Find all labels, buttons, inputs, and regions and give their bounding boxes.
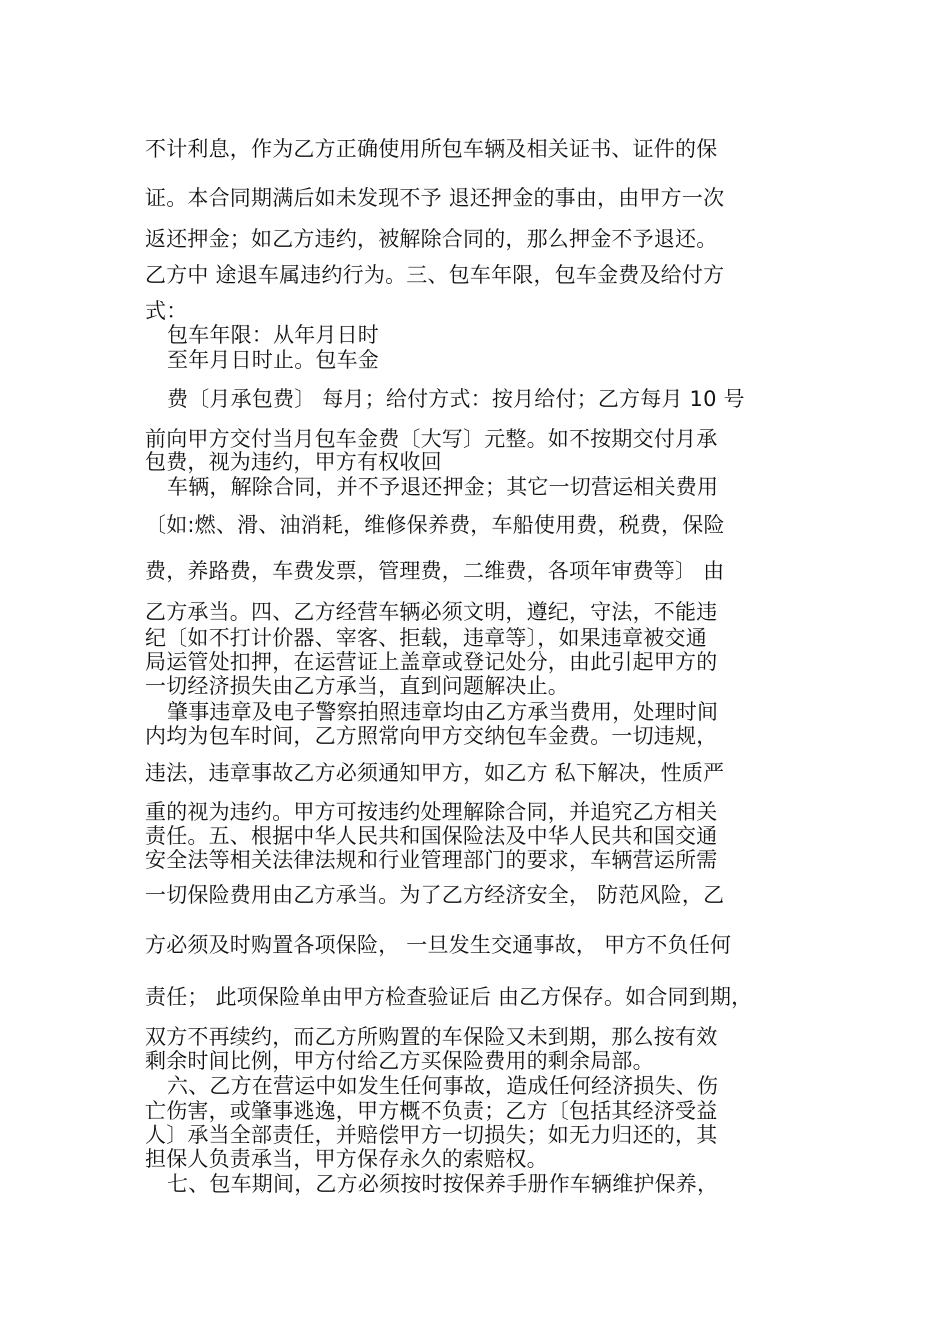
text-line: 车辆，解除合同，并不予退还押金；其它一切营运相关费用 <box>167 475 719 499</box>
text-line: 责任； 此项保险单由甲方检查验证后 由乙方保存。如合同到期， <box>145 985 753 1009</box>
text-line: 乙方承当。四、乙方经营车辆必须文明，遵纪，守法，不能违 <box>145 600 718 624</box>
text-line: 双方不再续约，而乙方所购置的车保险又未到期，那么按有效 <box>145 1025 718 1049</box>
text-line: 返还押金；如乙方违约，被解除合同的，那么押金不予退还。 <box>145 227 718 251</box>
text-line: 重的视为违约。甲方可按违约处理解除合同，并追究乙方相关 <box>145 800 718 824</box>
text-line: 不计利息，作为乙方正确使用所包车辆及相关证书、证件的保 <box>145 137 718 161</box>
text-line: 内均为包车时间，乙方照常向甲方交纳包车金费。一切违规， <box>145 724 718 748</box>
text-line: 亡伤害，或肇事逃逸，甲方概不负责；乙方〔包括其经济受益 <box>145 1099 718 1123</box>
text-line: 前向甲方交付当月包车金费〔大写〕元整。如不按期交付月承 <box>145 427 718 451</box>
text-line: 纪〔如不打计价器、宰客、拒载，违章等〕，如果违章被交通 <box>145 626 707 650</box>
text-line: 六、乙方在营运中如发生任何事故，造成任何经济损失、伤 <box>167 1074 719 1098</box>
text-line: 包费，视为违约，甲方有权收回 <box>145 450 442 474</box>
text-line: 安全法等相关法律法规和行业管理部门的要求，车辆营运所需 <box>145 848 718 872</box>
text-line: 至年月日时止。包车金 <box>167 348 379 372</box>
text-line: 局运管处扣押，在运营证上盖章或登记处分，由此引起甲方的 <box>145 650 718 674</box>
text-line: 费，养路费，车费发票，管理费，二维费，各项年审费等〕 由 <box>145 559 725 583</box>
text-line: 剩余时间比例，甲方付给乙方买保险费用的剩余局部。 <box>145 1049 654 1073</box>
text-line: 七、包车期间，乙方必须按时按保养手册作车辆维护保养， <box>167 1172 719 1196</box>
text-line: 一切经济损失由乙方承当，直到问题解决止。 <box>145 674 569 698</box>
text-line: 责任。五、根据中华人民共和国保险法及中华人民共和国交通 <box>145 824 718 848</box>
text-line: 〔如:燃、滑、油消耗，维修保养费，车船使用费，税费，保险 <box>145 513 725 537</box>
text-line: 费〔月承包费〕 每月；给付方式：按月给付；乙方每月 10 号 <box>167 387 745 411</box>
text-line: 方必须及时购置各项保险， 一旦发生交通事故， 甲方不负任何 <box>145 933 732 957</box>
text-line: 式： <box>145 299 188 323</box>
text-line: 一切保险费用由乙方承当。为了乙方经济安全， 防范风险，乙 <box>145 883 725 907</box>
text-line: 人〕承当全部责任，并赔偿甲方一切损失；如无力归还的，其 <box>145 1123 718 1147</box>
text-line: 违法，违章事故乙方必须通知甲方，如乙方 私下解决，性质严 <box>145 761 725 785</box>
text-line: 担保人负责承当，甲方保存永久的索赔权。 <box>145 1147 548 1171</box>
text-line: 乙方中 途退车属违约行为。三、包车年限，包车金费及给付方 <box>145 263 725 287</box>
text-line: 包车年限：从年月日时 <box>167 323 379 347</box>
text-line: 证。本合同期满后如未发现不予 退还押金的事由，由甲方一次 <box>145 186 725 210</box>
text-line: 肇事违章及电子警察拍照违章均由乙方承当费用，处理时间 <box>167 700 719 724</box>
